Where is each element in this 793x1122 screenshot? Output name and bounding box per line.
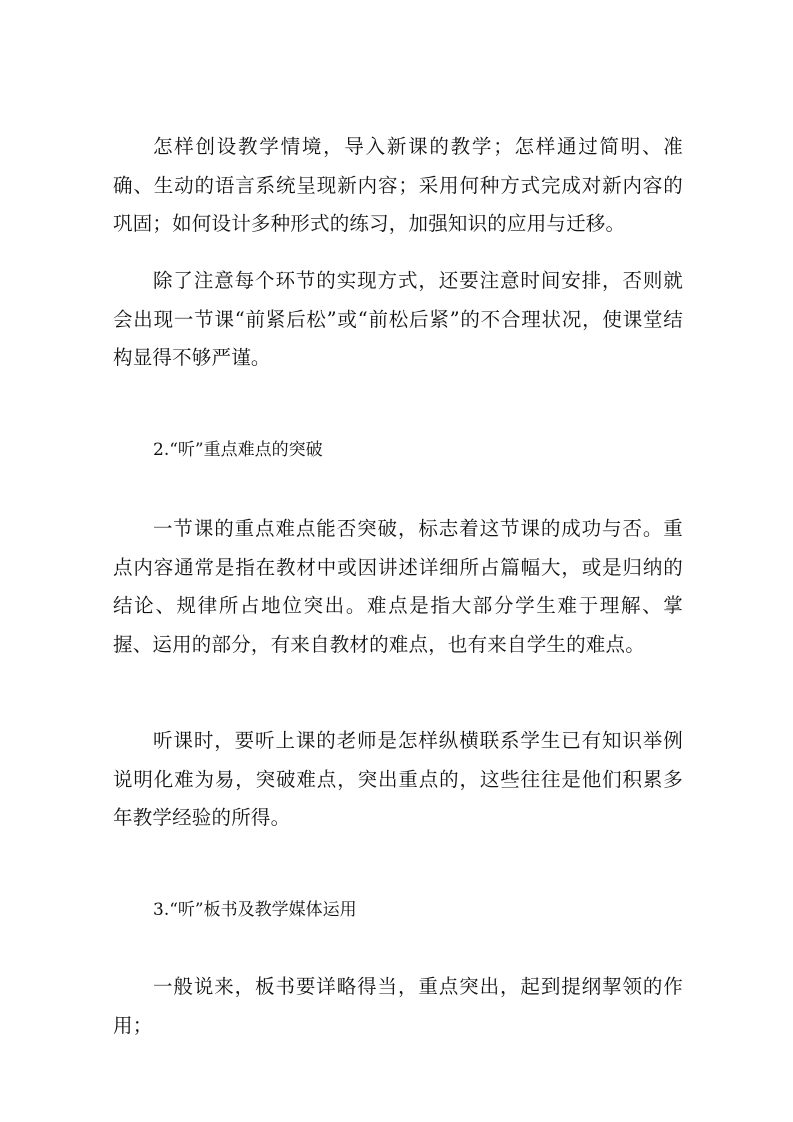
paragraph-board-writing: 一般说来，板书要详略得当，重点突出，起到提纲挈领的作用；	[113, 975, 683, 1037]
paragraph-listening-tips: 听课时，要听上课的老师是怎样纵横联系学生已有知识举例说明化难为易，突破难点，突出重点的，这些往往是他们积累多年教学经验的所得。	[113, 729, 683, 829]
paragraph-teaching-process: 怎样创设教学情境，导入新课的教学；怎样通过简明、准确、生动的语言系统呈现新内容；采用何种方式完成对新内容的巩固；如何设计多种形式的练习，加强知识的应用与迁移。	[113, 135, 683, 235]
paragraph-time-arrangement: 除了注意每个环节的实现方式，还要注意时间安排，否则就会出现一节课“前紧后松”或“前松后紧”的不合理状况，使课堂结构显得不够严谨。	[113, 269, 683, 369]
section-heading-board-media: 3.“听”板书及教学媒体运用	[153, 900, 357, 920]
section-heading-key-difficult-points: 2.“听”重点难点的突破	[153, 440, 323, 460]
paragraph-key-difficult-definition: 一节课的重点难点能否突破，标志着这节课的成功与否。重点内容通常是指在教材中或因讲述详细所占篇幅大，或是归纳的结论、规律所占地位突出。难点是指大部分学生难于理解、掌握、运用的部分，有来自教材的难点，也有来自学生的难点。	[113, 517, 683, 656]
